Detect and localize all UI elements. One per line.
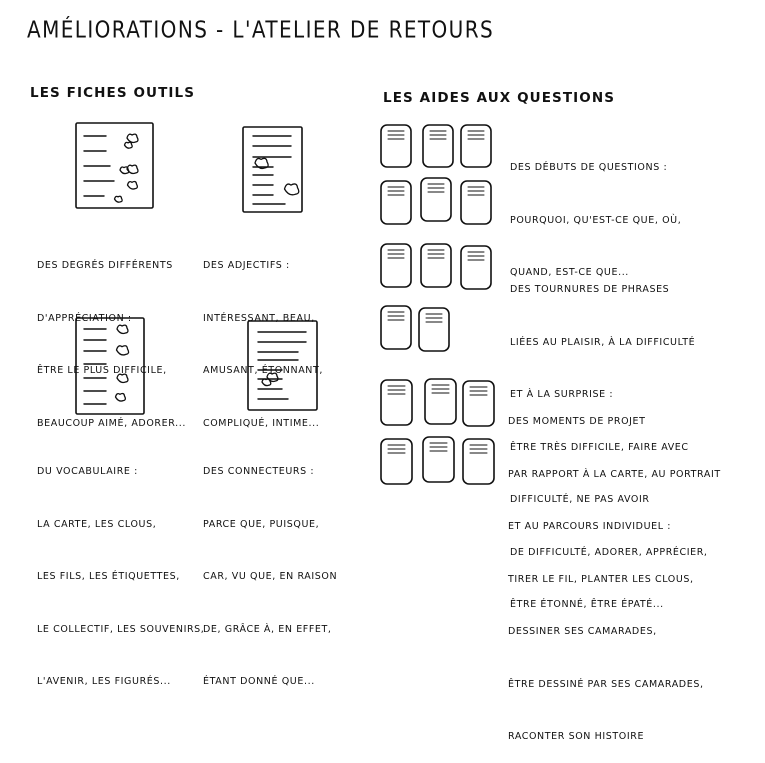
caption-line: PAR RAPPORT À LA CARTE, AU PORTRAIT (508, 468, 721, 480)
caption-line: TIRER LE FIL, PLANTER LES CLOUS, (508, 573, 694, 585)
tool-caption-connectors (203, 428, 337, 708)
caption-line: LIÉES AU PLAISIR, À LA DIFFICULTÉ (510, 336, 696, 348)
caption-line: ÊTRE TRÈS DIFFICILE, FAIRE AVEC (510, 441, 689, 453)
question-card-icon (381, 439, 412, 484)
caption-line: DE, GRÂCE À, EN EFFET, (203, 623, 332, 635)
caption-line: ÊTRE LE PLUS DIFFICILE, (37, 365, 167, 376)
caption-line: ÊTRE DESSINÉ PAR SES CAMARADES, (508, 678, 704, 690)
caption-line: QUAND, EST-CE QUE... (510, 267, 629, 278)
caption-line: PARCE QUE, PUISQUE, (203, 518, 320, 530)
caption-line: POURQUOI, QU'EST-CE QUE, OÙ, (510, 214, 682, 226)
caption-line: DE DIFFICULTÉ, ADORER, APPRÉCIER, (510, 546, 708, 558)
caption-line: DU VOCABULAIRE : (37, 466, 138, 477)
page-title: AMÉLIORATIONS - L'ATELIER DE RETOURS (27, 15, 495, 43)
caption-line: RACONTER SON HISTOIRE (508, 731, 645, 742)
caption-line: ET À LA SURPRISE : (510, 389, 614, 400)
caption-line: DES DÉBUTS DE QUESTIONS : (510, 162, 668, 173)
question-card-icon (463, 439, 494, 484)
caption-line: BEAUCOUP AIMÉ, ADORER... (37, 417, 186, 429)
caption-line: COMPLIQUÉ, INTIME... (203, 417, 320, 429)
question-card-icon (425, 379, 456, 424)
caption-line: CAR, VU QUE, EN RAISON (203, 571, 338, 582)
caption-line: LES FILS, LES ÉTIQUETTES, (37, 571, 180, 582)
blob-icon (125, 142, 133, 148)
caption-line: D'APPRÉCIATION : (37, 312, 132, 324)
question-card-icon (423, 437, 454, 482)
caption-line: LE COLLECTIF, LES SOUVENIRS, (37, 623, 205, 635)
aid-caption-project-moments (508, 378, 721, 763)
caption-line: AMUSANT, ÉTONNANT, (203, 365, 324, 376)
worksheet-icon (243, 127, 302, 212)
blob-icon (127, 134, 138, 142)
caption-line: DES CONNECTEURS : (203, 466, 315, 477)
caption-line: INTÉRESSANT, BEAU, (203, 312, 315, 324)
tool-caption-appreciation (37, 222, 186, 450)
caption-line: DES ADJECTIFS : (203, 260, 290, 271)
blob-icon (115, 196, 123, 202)
caption-line: DES DEGRÉS DIFFÉRENTS (37, 260, 173, 271)
caption-line: DES TOURNURES DE PHRASES (510, 284, 670, 295)
blob-icon (127, 181, 137, 189)
caption-line: LA CARTE, LES CLOUS, (37, 518, 157, 530)
blob-icon (285, 184, 299, 195)
caption-line: DIFFICULTÉ, NE PAS AVOIR (510, 494, 650, 505)
caption-line: DES MOMENTS DE PROJET (508, 416, 646, 427)
caption-line: ÉTANT DONNÉ QUE... (203, 676, 315, 687)
caption-line: DESSINER SES CAMARADES, (508, 626, 657, 637)
question-card-icon (463, 381, 494, 426)
caption-line: L'AVENIR, LES FIGURÉS... (37, 676, 171, 687)
right-section-title: LES AIDES AUX QUESTIONS (383, 90, 616, 106)
left-section-title: LES FICHES OUTILS (30, 85, 196, 101)
caption-line: ÊTRE ÉTONNÉ, ÊTRE ÉPATÉ... (510, 599, 664, 610)
caption-line: ET AU PARCOURS INDIVIDUEL : (508, 521, 672, 532)
tool-caption-adjectives (203, 222, 323, 450)
question-card-icon (381, 380, 412, 425)
tool-caption-vocabulary (37, 428, 204, 708)
